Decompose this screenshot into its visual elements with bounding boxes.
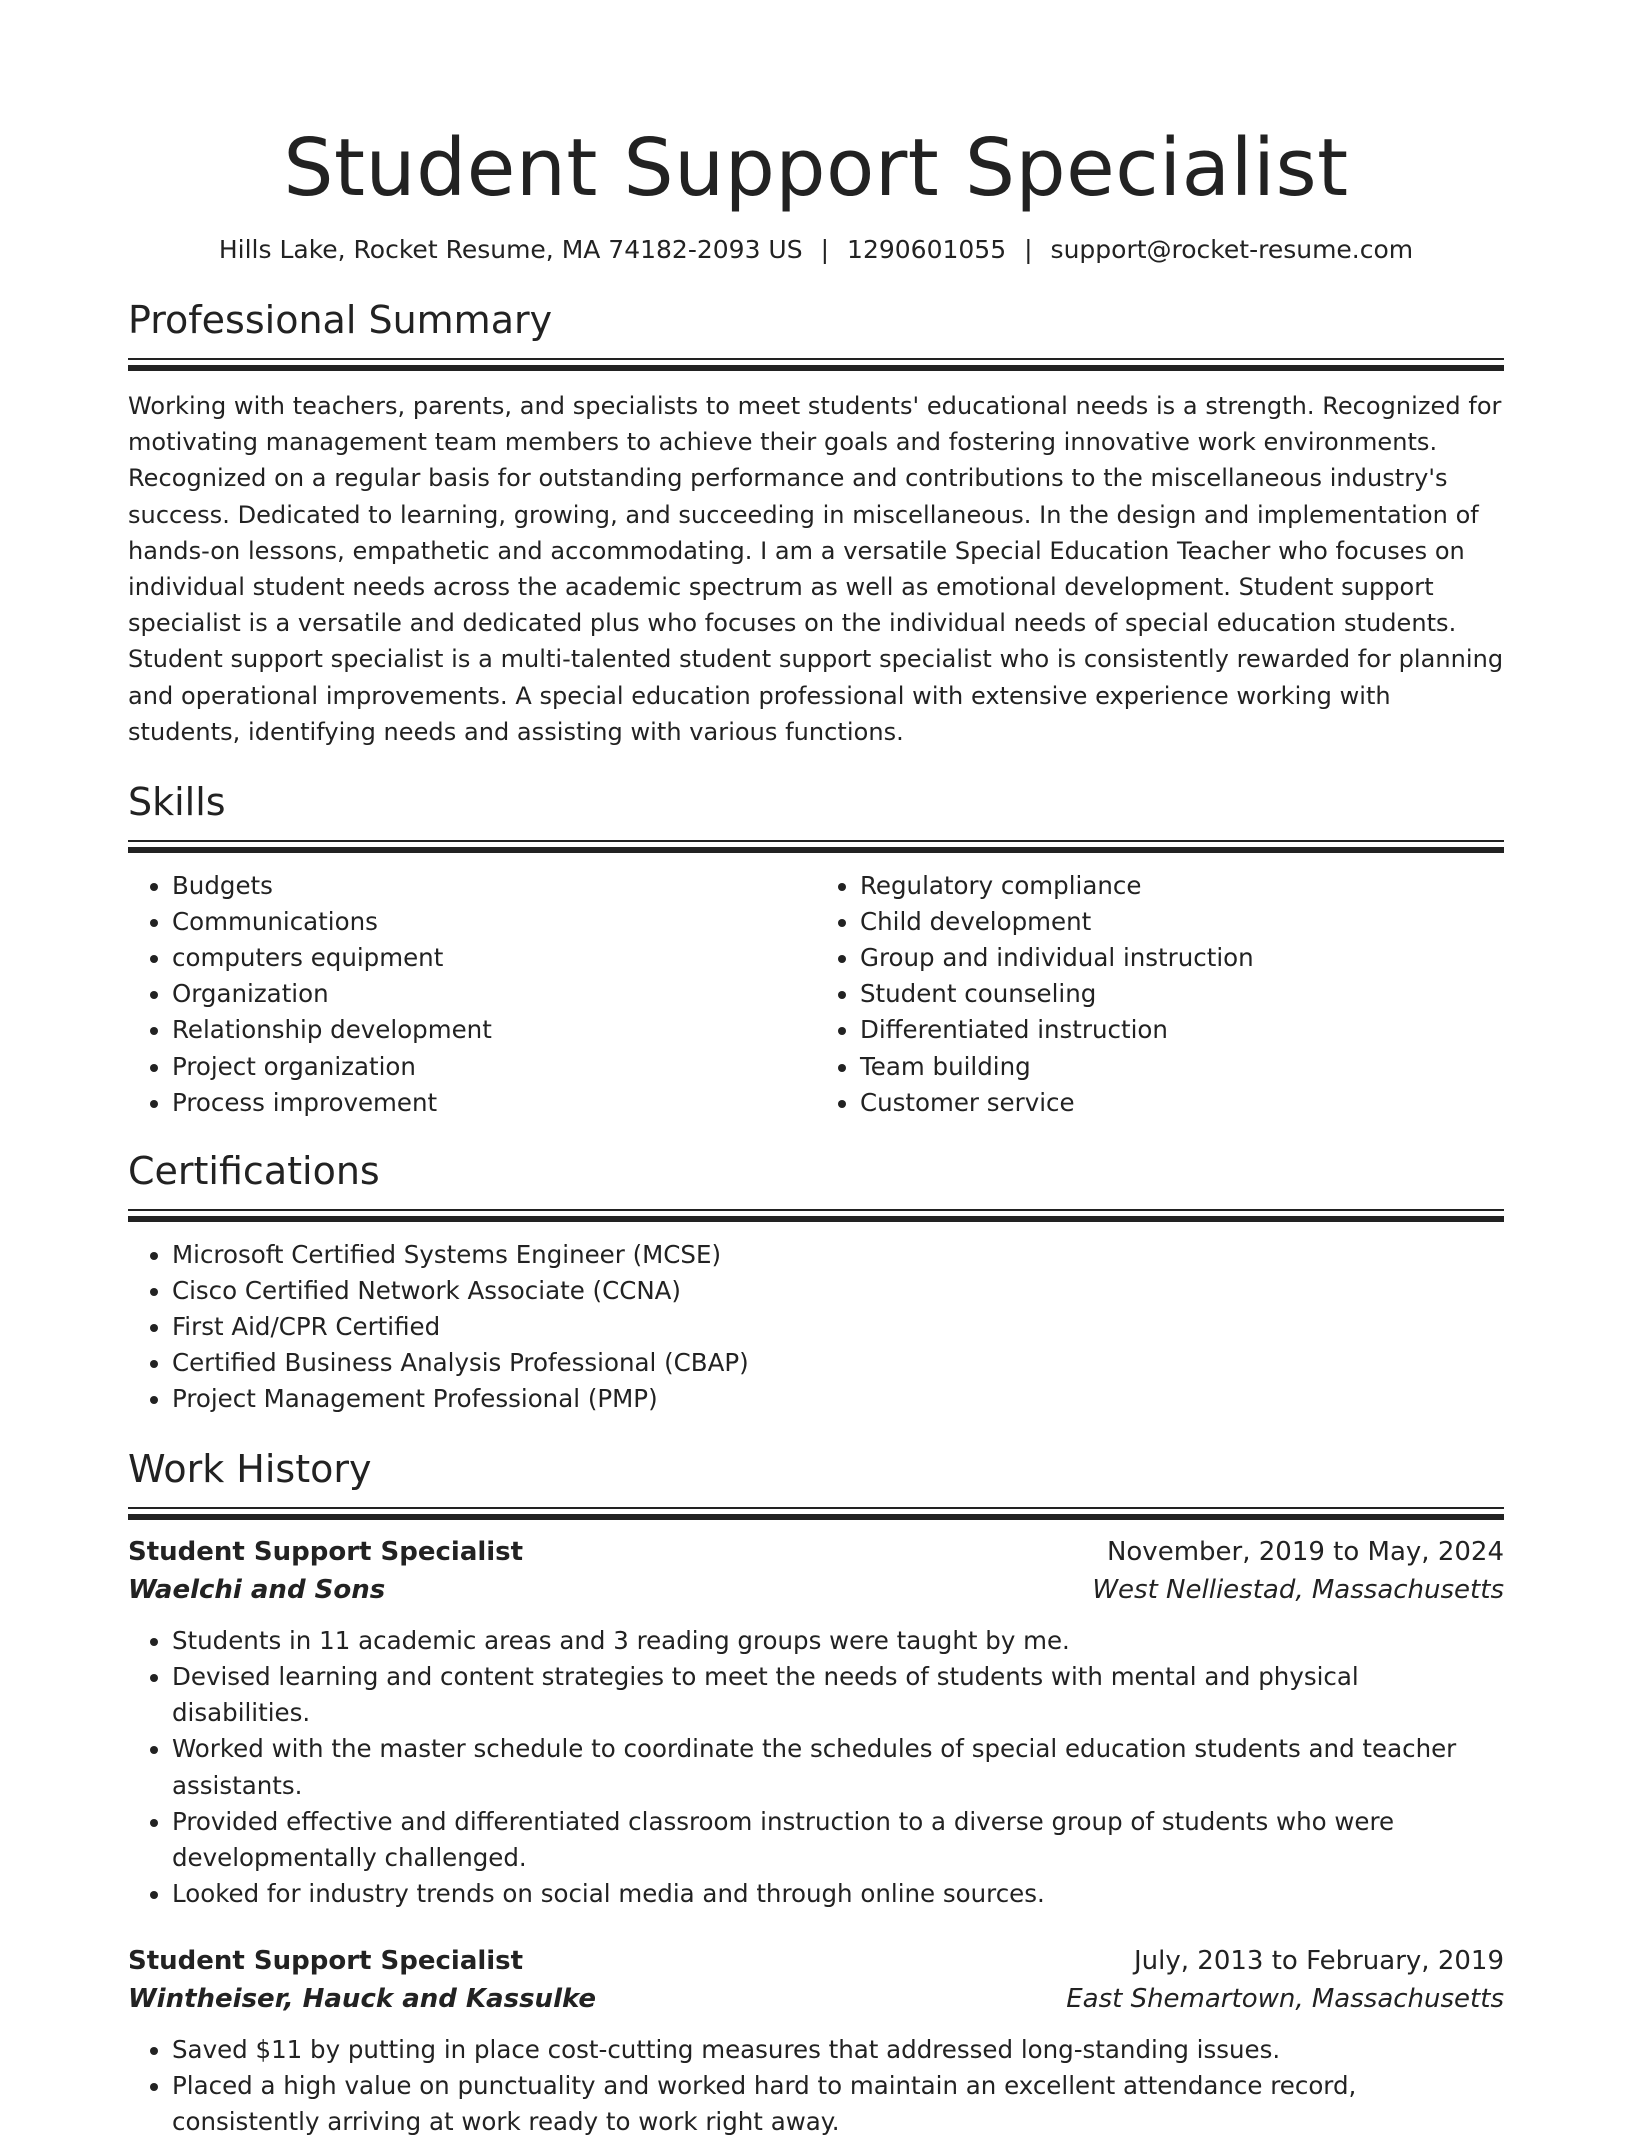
list-item: • Communications (172, 904, 816, 940)
contact-separator: | (820, 235, 830, 264)
list-item: • Team building (860, 1049, 1504, 1085)
job-entry (128, 1942, 1504, 2140)
work-history-section (128, 1445, 1504, 2140)
job-company: Wintheiser, Hauck and Kassulke (128, 1983, 596, 2014)
skills-section (128, 778, 1504, 1121)
skills-list-right (816, 868, 1504, 1121)
section-heading: Skills (128, 780, 226, 825)
section-heading: Professional Summary (128, 298, 553, 342)
list-item: • Provided effective and differentiated classroom instruction to a diverse group of students who were developmentally challenged. (172, 1804, 1504, 1876)
list-item: • Group and individual instruction (860, 940, 1504, 976)
list-item: • Devised learning and content strategies to meet the needs of students with mental and physical disabilities. (172, 1659, 1504, 1731)
section-divider (128, 1507, 1504, 1519)
list-item: • Organization (172, 976, 816, 1012)
list-item: • Microsoft Certified Systems Engineer (MCSE) (172, 1237, 1504, 1273)
job-location: East Shemartown, Massachusetts (1066, 1983, 1504, 2014)
certifications-list (128, 1237, 1504, 1417)
job-company: Waelchi and Sons (128, 1575, 386, 1606)
section-heading: Certifications (128, 1148, 380, 1193)
section-divider (128, 1209, 1504, 1221)
job-bullets (128, 1623, 1504, 1912)
contact-separator: | (1024, 235, 1033, 264)
job-dates: November, 2019 to May, 2024 (1106, 1537, 1504, 1568)
job-dates: July, 2013 to February, 2019 (1134, 1945, 1504, 1976)
list-item: • Regulatory compliance (860, 868, 1504, 904)
list-item: • Differentiated instruction (860, 1012, 1504, 1048)
list-item: • Cisco Certified Network Associate (CCNA) (172, 1273, 1504, 1309)
resume-page (128, 0, 1504, 2140)
job-title: Student Support Specialist (128, 1945, 524, 1976)
list-item: • Project Management Professional (PMP) (172, 1381, 1504, 1417)
skills-list-left (128, 868, 816, 1121)
section-divider (128, 840, 1504, 852)
page-title: Student Support Specialist (283, 122, 1349, 214)
list-item: • Relationship development (172, 1012, 816, 1048)
list-item: • Saved $11 by putting in place cost-cutting measures that addressed long-standing issues. (172, 2032, 1504, 2068)
job-entry (128, 1533, 1504, 1912)
list-item: • Child development (860, 904, 1504, 940)
summary-section (128, 296, 1504, 750)
list-item: • Certified Business Analysis Professional (CBAP) (172, 1345, 1504, 1381)
list-item: • Placed a high value on punctuality and worked hard to maintain an excellent attendance record, consistently arriving at work ready to work right away. (172, 2068, 1504, 2140)
list-item: • Looked for industry trends on social media and through online sources. (172, 1876, 1504, 1912)
list-item: • Student counseling (860, 976, 1504, 1012)
summary-text: Working with teachers, parents, and specialists to meet students' educational needs is a strength. Recognized for motivating management team members to achieve their goals and fostering innovative work environments. Recognized on a regular basis for outstanding performance and contributions to the miscellaneous industry's success. Dedicated to learning, growing, and succeeding in miscellaneous. In the design and implementation of hands-on lessons, empathetic and accommodating. I am a versatile Special Education Teacher who focuses on individual student needs across the academic spectrum as well as emotional development. Student support specialist is a versatile and dedicated plus who focuses on the individual needs of special education students. Student support specialist is a multi-talented student support specialist who is consistently rewarded for planning and operational improvements. A special education professional with extensive experience working with students, identifying needs and assisting with various functions. (128, 392, 1504, 746)
contact-address: Hills Lake, Rocket Resume, MA 74182-2093 US (218, 235, 803, 264)
contact-email: support@rocket-resume.com (1050, 235, 1414, 264)
job-title: Student Support Specialist (128, 1537, 524, 1568)
section-divider (128, 358, 1504, 370)
list-item: • Students in 11 academic areas and 3 reading groups were taught by me. (172, 1623, 1504, 1659)
job-location: West Nelliestad, Massachusetts (1092, 1575, 1504, 1606)
section-heading: Work History (128, 1447, 372, 1492)
list-item: • First Aid/CPR Certified (172, 1309, 1504, 1345)
list-item: • Customer service (860, 1085, 1504, 1121)
list-item: • Project organization (172, 1049, 816, 1085)
contact-line (128, 232, 1504, 268)
certifications-section (128, 1147, 1504, 1417)
list-item: • Process improvement (172, 1085, 816, 1121)
list-item: • Worked with the master schedule to coordinate the schedules of special education students and teacher assistants. (172, 1731, 1504, 1803)
contact-phone: 1290601055 (847, 235, 1007, 264)
skills-columns (128, 868, 1504, 1121)
list-item: • computers equipment (172, 940, 816, 976)
list-item: • Budgets (172, 868, 816, 904)
job-bullets (128, 2032, 1504, 2140)
